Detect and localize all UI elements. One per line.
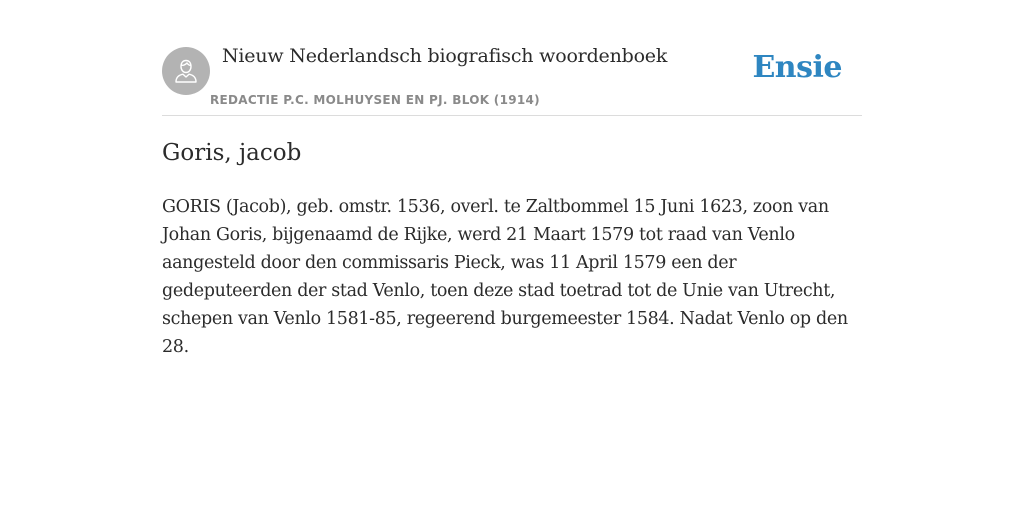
entry-body: GORIS (Jacob), geb. omstr. 1536, overl. te Zaltbommel 15 Juni 1623, zoon van Johan Goris, bijgenaamd de Rijke, werd 21 Maart 1579 tot raad van Venlo aangesteld door den commissaris Pieck, was 11 April 1579 een der gedeputeerden der stad Venlo, toen deze stad toetrad tot de Unie van Utrecht, schepen van Venlo 1581-85, regeerend burgemeester 1584. Nadat Venlo op den 28. [162,197,848,357]
source-header [162,0,862,116]
source-editors: REDACTIE P.C. MOLHUYSEN EN PJ. BLOK (1914) [210,93,540,107]
source-title[interactable]: Nieuw Nederlandsch biografisch woordenboek [222,45,668,67]
person-icon [171,56,201,86]
entry-card [162,0,862,512]
avatar[interactable] [162,47,210,95]
ensie-logo[interactable]: Ensie [752,50,842,85]
entry-title: Goris, jacob [162,140,302,166]
